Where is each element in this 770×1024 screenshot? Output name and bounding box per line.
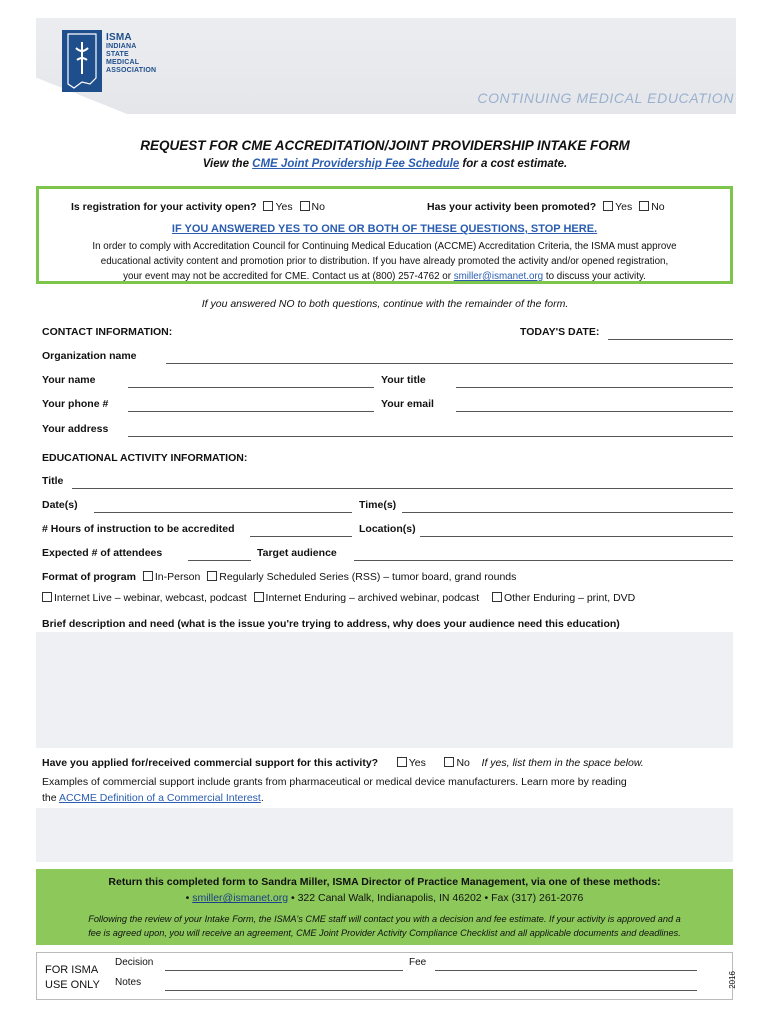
location-field[interactable]	[420, 536, 733, 537]
brief-description-label: Brief description and need (what is the issue you're trying to address, why does your audience need this education)	[42, 618, 620, 630]
todays-date-label: TODAY'S DATE:	[520, 326, 600, 338]
compliance-line-3b: to discuss your activity.	[543, 271, 646, 282]
internet-live-label: Internet Live – webinar, webcast, podcast	[54, 592, 247, 604]
your-phone-label: Your phone #	[42, 398, 109, 410]
isma-use-line: USE ONLY	[45, 979, 100, 991]
logo-isma: ISMA	[106, 32, 132, 43]
org-name-field[interactable]	[166, 363, 733, 364]
subtitle-suffix: for a cost estimate.	[459, 158, 568, 170]
fee-label: Fee	[409, 957, 427, 968]
rss-label: Regularly Scheduled Series (RSS) – tumor board, grand rounds	[219, 571, 517, 583]
q1-no-checkbox[interactable]	[300, 201, 310, 211]
your-name-field[interactable]	[128, 387, 374, 388]
return-methods	[36, 892, 733, 904]
q2-no-label: No	[651, 201, 665, 213]
decision-label: Decision	[115, 957, 154, 968]
q1-yes-label: Yes	[275, 201, 293, 213]
compliance-text	[49, 239, 720, 284]
hours-field[interactable]	[250, 536, 352, 537]
promoted-question	[427, 201, 665, 213]
stop-warning: IF YOU ANSWERED YES TO ONE OR BOTH OF THESE QUESTIONS, STOP HERE.	[171, 223, 598, 235]
your-title-label: Your title	[381, 374, 426, 386]
format-row	[42, 571, 516, 583]
return-email-link[interactable]: smiller@ismanet.org	[192, 892, 289, 904]
review-line: Following the review of your Intake Form, the ISMA's CME staff will contact you with a decision and fee estimate. If your activity is approved and a	[88, 914, 681, 924]
brief-description-textarea[interactable]	[36, 632, 733, 748]
logo-line: MEDICAL	[106, 59, 140, 66]
location-label: Location(s)	[359, 523, 416, 535]
review-line: fee is agreed upon, you will receive an agreement, CME Joint Provider Activity Compliance Checklist and all applicable documents and deadlines.	[88, 928, 681, 938]
times-field[interactable]	[402, 512, 733, 513]
q1-no-label: No	[311, 201, 325, 213]
dates-field[interactable]	[94, 512, 352, 513]
internet-live-checkbox[interactable]	[42, 592, 52, 602]
inperson-checkbox[interactable]	[143, 571, 153, 581]
support-yes-label: Yes	[408, 757, 426, 769]
form-subtitle	[0, 158, 770, 170]
q2-no-checkbox[interactable]	[639, 201, 649, 211]
attendees-field[interactable]	[188, 560, 251, 561]
your-email-label: Your email	[381, 398, 434, 410]
form-title: REQUEST FOR CME ACCREDITATION/JOINT PROVIDERSHIP INTAKE FORM	[140, 138, 630, 153]
indiana-map-logo-icon	[62, 30, 102, 92]
audience-label: Target audience	[257, 547, 337, 559]
return-instructions	[36, 869, 733, 945]
other-enduring-checkbox[interactable]	[492, 592, 502, 602]
compliance-line	[49, 269, 720, 284]
subtitle-prefix: View the	[202, 158, 253, 170]
support-note: If yes, list them in the space below.	[481, 757, 644, 769]
your-name-label: Your name	[42, 374, 96, 386]
support-no-checkbox[interactable]	[444, 757, 454, 767]
your-address-label: Your address	[42, 423, 109, 435]
isma-use-label	[45, 963, 100, 993]
format-label: Format of program	[42, 571, 136, 583]
your-address-field[interactable]	[128, 436, 733, 437]
q2-yes-label: Yes	[615, 201, 633, 213]
todays-date-field[interactable]	[608, 339, 733, 340]
contact-email-link[interactable]: smiller@ismanet.org	[453, 271, 544, 282]
internet-enduring-label: Internet Enduring – archived webinar, podcast	[265, 592, 480, 604]
q2-yes-checkbox[interactable]	[603, 201, 613, 211]
return-address: • 322 Canal Walk, Indianapolis, IN 46202 • Fax (317) 261-2076	[288, 892, 584, 904]
internet-enduring-checkbox[interactable]	[254, 592, 264, 602]
support-period: .	[260, 792, 264, 804]
cme-banner-title: CONTINUING MEDICAL EDUCATION	[477, 90, 734, 106]
support-question: Have you applied for/received commercial support for this activity?	[42, 757, 379, 769]
support-row	[42, 757, 644, 769]
audience-field[interactable]	[354, 560, 733, 561]
activity-title-field[interactable]	[72, 488, 733, 489]
fee-schedule-link[interactable]: CME Joint Providership Fee Schedule	[252, 158, 460, 170]
fee-field[interactable]	[435, 970, 697, 971]
attendees-label: Expected # of attendees	[42, 547, 163, 559]
q1-label: Is registration for your activity open?	[71, 201, 257, 213]
support-yes-checkbox[interactable]	[397, 757, 407, 767]
support-the: the	[42, 792, 59, 804]
compliance-line: In order to comply with Accreditation Council for Continuing Medical Education (ACCME) Accreditation Criteria, the ISMA must approve	[92, 241, 677, 252]
screening-box	[36, 186, 733, 284]
your-title-field[interactable]	[456, 387, 733, 388]
isma-use-only-box	[36, 952, 737, 1000]
commercial-support-textarea[interactable]	[36, 808, 733, 862]
decision-field[interactable]	[165, 970, 403, 971]
notes-field[interactable]	[165, 990, 697, 991]
org-name-label: Organization name	[42, 350, 137, 362]
logo-line: STATE	[106, 51, 129, 58]
accme-definition-link[interactable]: ACCME Definition of a Commercial Interest	[58, 792, 261, 804]
inperson-label: In-Person	[154, 571, 201, 583]
bullet: •	[185, 892, 193, 904]
support-no-label: No	[456, 757, 470, 769]
dates-label: Date(s)	[42, 499, 78, 511]
return-text: Return this completed form to Sandra Miller, ISMA Director of Practice Management, via one of these methods:	[108, 876, 661, 888]
compliance-line: educational activity content and promotion prior to distribution. If you have already promoted the activity and/or opened registration,	[100, 256, 669, 267]
other-enduring-label: Other Enduring – print, DVD	[503, 592, 636, 604]
activity-title-label: Title	[42, 475, 64, 487]
hours-label: # Hours of instruction to be accredited	[42, 523, 235, 535]
isma-use-line: FOR ISMA	[45, 964, 99, 976]
contact-heading: CONTACT INFORMATION:	[42, 326, 173, 338]
support-examples: Examples of commercial support include grants from pharmaceutical or medical device manufacturers. Learn more by reading	[42, 776, 627, 788]
registration-question	[71, 201, 325, 213]
times-label: Time(s)	[359, 499, 397, 511]
your-phone-field[interactable]	[128, 411, 374, 412]
continue-note: If you answered NO to both questions, continue with the remainder of the form.	[201, 298, 569, 310]
logo-text	[106, 32, 156, 75]
support-link-line	[42, 792, 264, 804]
your-email-field[interactable]	[456, 411, 733, 412]
year-label: 2016	[728, 971, 737, 989]
notes-label: Notes	[115, 977, 142, 988]
compliance-line-3a: your event may not be accredited for CME. Contact us at (800) 257-4762 or	[123, 271, 454, 282]
activity-heading: EDUCATIONAL ACTIVITY INFORMATION:	[42, 452, 248, 464]
logo-line: ASSOCIATION	[106, 67, 157, 74]
review-text	[46, 912, 723, 940]
format-row-2	[38, 592, 635, 604]
logo-line: INDIANA	[106, 43, 137, 50]
q1-yes-checkbox[interactable]	[263, 201, 273, 211]
q2-label: Has your activity been promoted?	[427, 201, 597, 213]
rss-checkbox[interactable]	[207, 571, 217, 581]
